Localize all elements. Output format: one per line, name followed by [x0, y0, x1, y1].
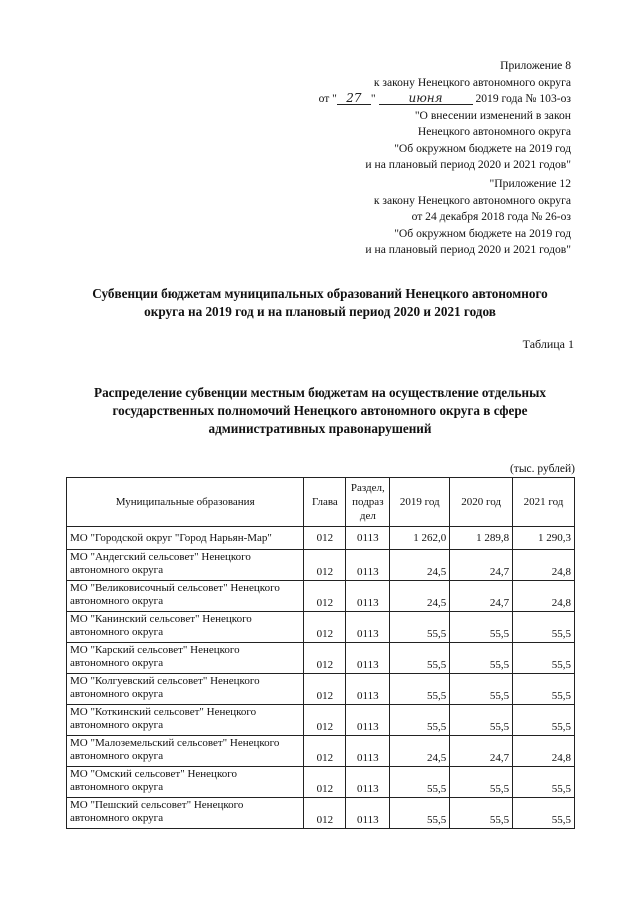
cell-glava: 012: [304, 798, 346, 829]
cell-2021: 55,5: [513, 767, 575, 798]
cell-2020: 24,7: [450, 736, 513, 767]
cell-2019: 24,5: [390, 550, 450, 581]
cell-2020: 24,7: [450, 550, 513, 581]
original-header-line: от 24 декабря 2018 года № 26-оз: [411, 210, 571, 223]
cell-razdel: 0113: [346, 736, 390, 767]
table-number: Таблица 1: [522, 337, 574, 351]
cell-razdel: 0113: [346, 527, 390, 550]
municipality-name-line: МО "Городской округ "Город Нарьян-Мар": [70, 531, 272, 544]
cell-razdel: 0113: [346, 798, 390, 829]
table-row: [67, 527, 575, 550]
municipality-name-line: МО "Андегский сельсовет" Ненецкого: [70, 551, 251, 563]
header-razdel-line: подраз: [352, 496, 384, 508]
table-row: [67, 643, 575, 674]
amendment-header-line: Ненецкого автономного округа: [417, 125, 571, 138]
municipality-name-line: автономного округа: [70, 564, 164, 576]
table-row: [67, 581, 575, 612]
date-suffix: 2019 года № 103-оз: [475, 92, 571, 105]
amendment-header-line: и на плановый период 2020 и 2021 годов": [365, 158, 571, 171]
municipality-name-line: МО "Малоземельский сельсовет" Ненецкого: [70, 737, 280, 749]
municipality-name-line: МО "Карский сельсовет" Ненецкого: [70, 644, 240, 656]
cell-municipality: [67, 736, 304, 767]
amendment-header: [319, 58, 571, 174]
municipality-name-line: автономного округа: [70, 812, 164, 824]
table-body: [67, 527, 575, 829]
table-row: [67, 674, 575, 705]
handwritten-day: 27: [337, 92, 371, 105]
cell-2019: 55,5: [390, 612, 450, 643]
municipality-name-line: МО "Коткинский сельсовет" Ненецкого: [70, 706, 257, 718]
cell-glava: 012: [304, 643, 346, 674]
cell-razdel: 0113: [346, 612, 390, 643]
original-header-line: и на плановый период 2020 и 2021 годов": [365, 243, 571, 256]
table-row: [67, 550, 575, 581]
cell-2021: 55,5: [513, 643, 575, 674]
header-razdel-line: дел: [359, 510, 376, 522]
amendment-header-line: "О внесении изменений в закон: [414, 108, 571, 122]
table-title-line: административных правонарушений: [208, 421, 432, 436]
municipality-name-line: автономного округа: [70, 750, 164, 762]
header-municipality: Муниципальные образования: [67, 478, 304, 527]
subvention-table: [66, 477, 575, 829]
cell-2020: 55,5: [450, 767, 513, 798]
amendment-header-line: "Об окружном бюджете на 2019 год: [394, 141, 571, 155]
cell-glava: 012: [304, 527, 346, 550]
cell-2020: 55,5: [450, 798, 513, 829]
cell-glava: 012: [304, 736, 346, 767]
table-row: [67, 736, 575, 767]
cell-razdel: 0113: [346, 643, 390, 674]
table-title-line: государственных полномочий Ненецкого автономного округа в сфере: [112, 403, 528, 418]
municipality-name-line: автономного округа: [70, 781, 164, 793]
table-row: [67, 767, 575, 798]
table-row: [67, 798, 575, 829]
cell-2019: 55,5: [390, 767, 450, 798]
municipality-name-line: автономного округа: [70, 719, 164, 731]
header-2019: 2019 год: [390, 478, 450, 527]
cell-glava: 012: [304, 550, 346, 581]
document-title: [60, 285, 580, 321]
municipality-name-line: МО "Омский сельсовет" Ненецкого: [70, 768, 237, 780]
handwritten-month: июня: [379, 92, 473, 105]
cell-2020: 24,7: [450, 581, 513, 612]
original-header: [365, 176, 571, 259]
cell-glava: 012: [304, 674, 346, 705]
table-row: [67, 705, 575, 736]
cell-2019: 24,5: [390, 581, 450, 612]
cell-municipality: [67, 527, 304, 550]
cell-2019: 1 262,0: [390, 527, 450, 550]
cell-municipality: [67, 798, 304, 829]
cell-glava: 012: [304, 705, 346, 736]
cell-2020: 55,5: [450, 705, 513, 736]
date-prefix: от ": [318, 92, 337, 105]
header-2021: 2021 год: [513, 478, 575, 527]
cell-razdel: 0113: [346, 581, 390, 612]
cell-glava: 012: [304, 581, 346, 612]
municipality-name-line: МО "Канинский сельсовет" Ненецкого: [70, 613, 252, 625]
cell-2019: 55,5: [390, 705, 450, 736]
cell-razdel: 0113: [346, 674, 390, 705]
original-header-line: "Об окружном бюджете на 2019 год: [394, 226, 571, 240]
cell-2020: 55,5: [450, 674, 513, 705]
cell-municipality: [67, 643, 304, 674]
cell-2021: 55,5: [513, 798, 575, 829]
cell-2019: 24,5: [390, 736, 450, 767]
cell-municipality: [67, 705, 304, 736]
units-label: (тыс. рублей): [509, 463, 575, 475]
amendment-date-line: [319, 91, 571, 108]
header-razdel-line: Раздел,: [350, 482, 385, 494]
cell-razdel: 0113: [346, 705, 390, 736]
header-razdel: [346, 478, 390, 527]
table-header-row: [67, 478, 575, 527]
cell-2019: 55,5: [390, 674, 450, 705]
document-title-line: Субвенции бюджетам муниципальных образований Ненецкого автономного: [92, 286, 548, 301]
cell-2021: 24,8: [513, 550, 575, 581]
cell-2021: 55,5: [513, 674, 575, 705]
municipality-name-line: автономного округа: [70, 657, 164, 669]
municipality-name-line: МО "Колгуевский сельсовет" Ненецкого: [70, 675, 260, 687]
cell-2020: 55,5: [450, 612, 513, 643]
cell-2021: 55,5: [513, 705, 575, 736]
municipality-name-line: автономного округа: [70, 626, 164, 638]
cell-razdel: 0113: [346, 550, 390, 581]
cell-municipality: [67, 550, 304, 581]
cell-municipality: [67, 767, 304, 798]
table-title-line: Распределение субвенции местным бюджетам на осуществление отдельных: [94, 385, 546, 400]
cell-2020: 1 289,8: [450, 527, 513, 550]
municipality-name-line: автономного округа: [70, 688, 164, 700]
cell-razdel: 0113: [346, 767, 390, 798]
amendment-header-line: к закону Ненецкого автономного округа: [373, 75, 571, 89]
date-mid: ": [370, 92, 376, 105]
document-title-line: округа на 2019 год и на плановый период 2020 и 2021 годов: [144, 304, 496, 319]
cell-municipality: [67, 581, 304, 612]
header-2020: 2020 год: [450, 478, 513, 527]
original-header-line: "Приложение 12: [489, 177, 571, 190]
cell-2020: 55,5: [450, 643, 513, 674]
cell-2019: 55,5: [390, 798, 450, 829]
cell-2021: 24,8: [513, 581, 575, 612]
table-row: [67, 612, 575, 643]
municipality-name-line: автономного округа: [70, 595, 164, 607]
original-header-line: к закону Ненецкого автономного округа: [373, 193, 571, 207]
table-title: [60, 384, 580, 438]
cell-glava: 012: [304, 612, 346, 643]
header-glava: Глава: [304, 478, 346, 527]
municipality-name-line: МО "Пешский сельсовет" Ненецкого: [70, 799, 244, 811]
cell-glava: 012: [304, 767, 346, 798]
cell-2019: 55,5: [390, 643, 450, 674]
cell-municipality: [67, 674, 304, 705]
cell-2021: 55,5: [513, 612, 575, 643]
cell-2021: 24,8: [513, 736, 575, 767]
cell-municipality: [67, 612, 304, 643]
municipality-name-line: МО "Великовисочный сельсовет" Ненецкого: [70, 582, 280, 594]
amendment-header-line: Приложение 8: [500, 59, 571, 72]
cell-2021: 1 290,3: [513, 527, 575, 550]
